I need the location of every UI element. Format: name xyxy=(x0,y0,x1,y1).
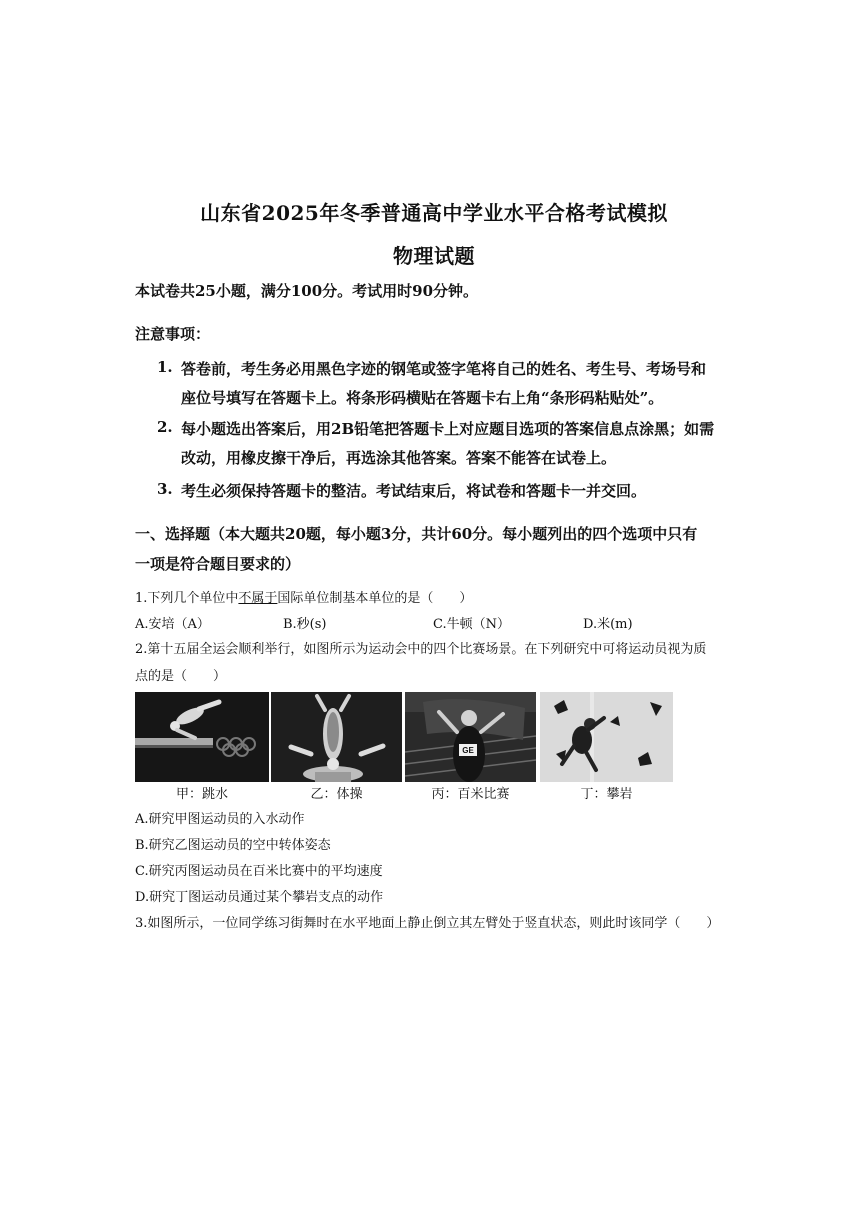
notice-item-1-line2: 座位号填写在答题卡上。将条形码横贴在答题卡右上角“条形码粘贴处”。 xyxy=(181,389,664,407)
question-1-underlined: 不属于 xyxy=(238,591,278,606)
exam-summary: 本试卷共25小题，满分100分。考试用时90分钟。 xyxy=(135,282,479,300)
section1-heading-line2: 一项是符合题目要求的） xyxy=(135,555,301,573)
question-2-option-a: A.研究甲图运动员的入水动作 xyxy=(135,812,305,827)
question-2-option-c: C.研究丙图运动员在百米比赛中的平均速度 xyxy=(135,864,383,879)
question-1-suffix: 国际单位制基本单位的是（ ） xyxy=(277,591,473,606)
notice-item-3-line1: 考生必须保持答题卡的整洁。考试结束后，将试卷和答题卡一并交回。 xyxy=(181,482,647,500)
notice-item-2-line1: 每小题选出答案后，用2B铅笔把答题卡上对应题目选项的答案信息点涂黑；如需 xyxy=(181,420,715,438)
question-1-option-a: A.安培（A） xyxy=(135,617,210,632)
notice-heading: 注意事项： xyxy=(135,325,211,343)
exam-title: 山东省2025年冬季普通高中学业水平合格考试模拟 xyxy=(200,201,668,225)
section1-heading-line1: 一、选择题（本大题共20题，每小题3分，共计60分。每小题列出的四个选项中只有 xyxy=(135,525,698,543)
gymnastics-photo xyxy=(271,692,402,782)
question-1-option-b: B.秒(s) xyxy=(283,617,327,632)
question-1-option-c: C.牛顿（N） xyxy=(433,617,510,632)
climbing-photo xyxy=(540,692,673,782)
question-1-option-d: D.米(m) xyxy=(583,617,633,632)
question-1-prefix: 1.下列几个单位中 xyxy=(135,591,239,606)
question-2-option-d: D.研究丁图运动员通过某个攀岩支点的动作 xyxy=(135,890,384,905)
exam-subtitle: 物理试题 xyxy=(393,244,475,268)
notice-item-1-number: 1. xyxy=(157,358,173,376)
notice-item-2-number: 2. xyxy=(157,418,173,436)
gymnastics-caption: 乙：体操 xyxy=(310,787,363,802)
notice-item-3-number: 3. xyxy=(157,480,173,498)
sprint-bib-text: GE xyxy=(462,746,474,755)
sprint-photo xyxy=(405,692,536,782)
question-1-stem xyxy=(135,587,472,606)
question-3-stem: 3.如图所示，一位同学练习街舞时在水平地面上静止倒立其左臂处于竖直状态，则此时该同学（ ） xyxy=(135,916,720,931)
notice-item-2-line2: 改动，用橡皮擦干净后，再选涂其他答案。答案不能答在试卷上。 xyxy=(181,449,617,467)
question-2-stem-line2: 点的是（ ） xyxy=(135,669,227,684)
sprint-caption: 丙：百米比赛 xyxy=(431,787,510,802)
diving-photo xyxy=(135,692,269,782)
notice-item-1-line1: 答卷前，考生务必用黑色字迹的钢笔或签字笔将自己的姓名、考生号、考场号和 xyxy=(181,360,707,378)
diving-caption: 甲：跳水 xyxy=(175,787,228,802)
climbing-caption: 丁：攀岩 xyxy=(580,787,633,802)
question-2-stem-line1: 2.第十五届全运会顺利举行，如图所示为运动会中的四个比赛场景。在下列研究中可将运动员视为质 xyxy=(135,642,707,657)
question-2-option-b: B.研究乙图运动员的空中转体姿态 xyxy=(135,838,331,853)
